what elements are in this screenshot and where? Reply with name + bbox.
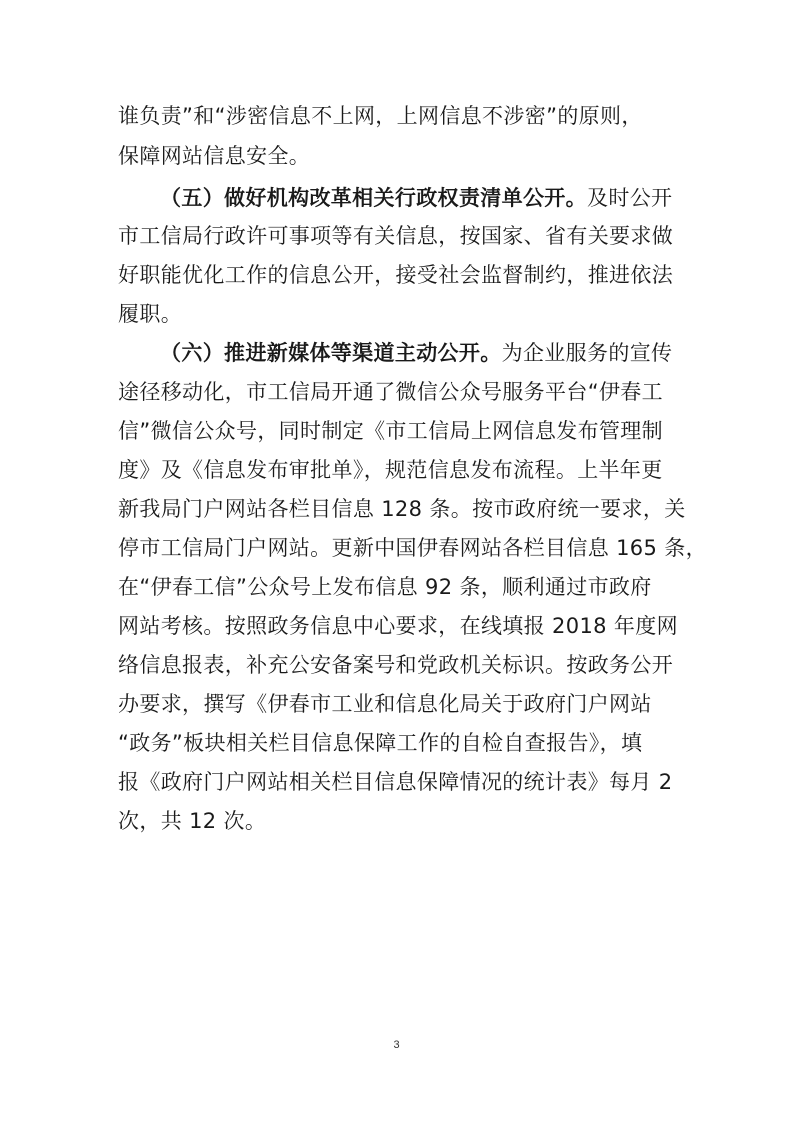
section-six-lead-text: 为企业服务的宣传 [501,341,673,365]
paragraph-line: 络信息报表，补充公安备案号和党政机关标识。按政务公开 [118,653,674,677]
section-five-first-line [160,183,678,213]
page-number: 3 [393,1039,400,1051]
paragraph-line: “政务”板块相关栏目信息保障工作的自检自查报告》，填 [118,731,643,755]
paragraph-line: 保障网站信息安全。 [118,144,311,168]
paragraph-line: 办要求，撰写《伊春市工业和信息化局关于政府门户网站 [118,692,652,716]
section-five-lead-text: 及时公开 [587,186,673,210]
paragraph-line: 好职能优化工作的信息公开，接受社会监督制约，推进依法 [118,263,674,287]
paragraph-line: 履职。 [118,302,183,326]
paragraph-line: 停市工信局门户网站。更新中国伊春网站各栏目信息 165 条， [118,536,707,560]
section-five-heading: （五）做好机构改革相关行政权责清单公开。 [160,186,587,210]
paragraph-line: 市工信局行政许可事项等有关信息，按国家、省有关要求做 [118,224,674,248]
section-six-first-line [160,338,678,368]
paragraph-line: 途径移动化，市工信局开通了微信公众号服务平台“伊春工 [118,380,663,404]
paragraph-line: 网站考核。按照政务信息中心要求，在线填报 2018 年度网 [118,614,678,638]
paragraph-line: 在“伊春工信”公众号上发布信息 92 条，顺利通过市政府 [118,575,652,599]
paragraph-line: 度》及《信息发布审批单》，规范信息发布流程。上半年更 [118,458,663,482]
paragraph-line: 信”微信公众号，同时制定《市工信局上网信息发布管理制 [118,419,663,443]
section-six-heading: （六）推进新媒体等渠道主动公开。 [160,341,502,365]
paragraph-line: 新我局门户网站各栏目信息 128 条。按市政府统一要求，关 [118,497,686,521]
paragraph-line: 次，共 12 次。 [118,809,267,833]
paragraph-line: 报《政府门户网站相关栏目信息保障情况的统计表》每月 2 [118,770,673,794]
paragraph-line: 谁负责”和“涉密信息不上网，上网信息不涉密”的原则， [118,104,643,128]
